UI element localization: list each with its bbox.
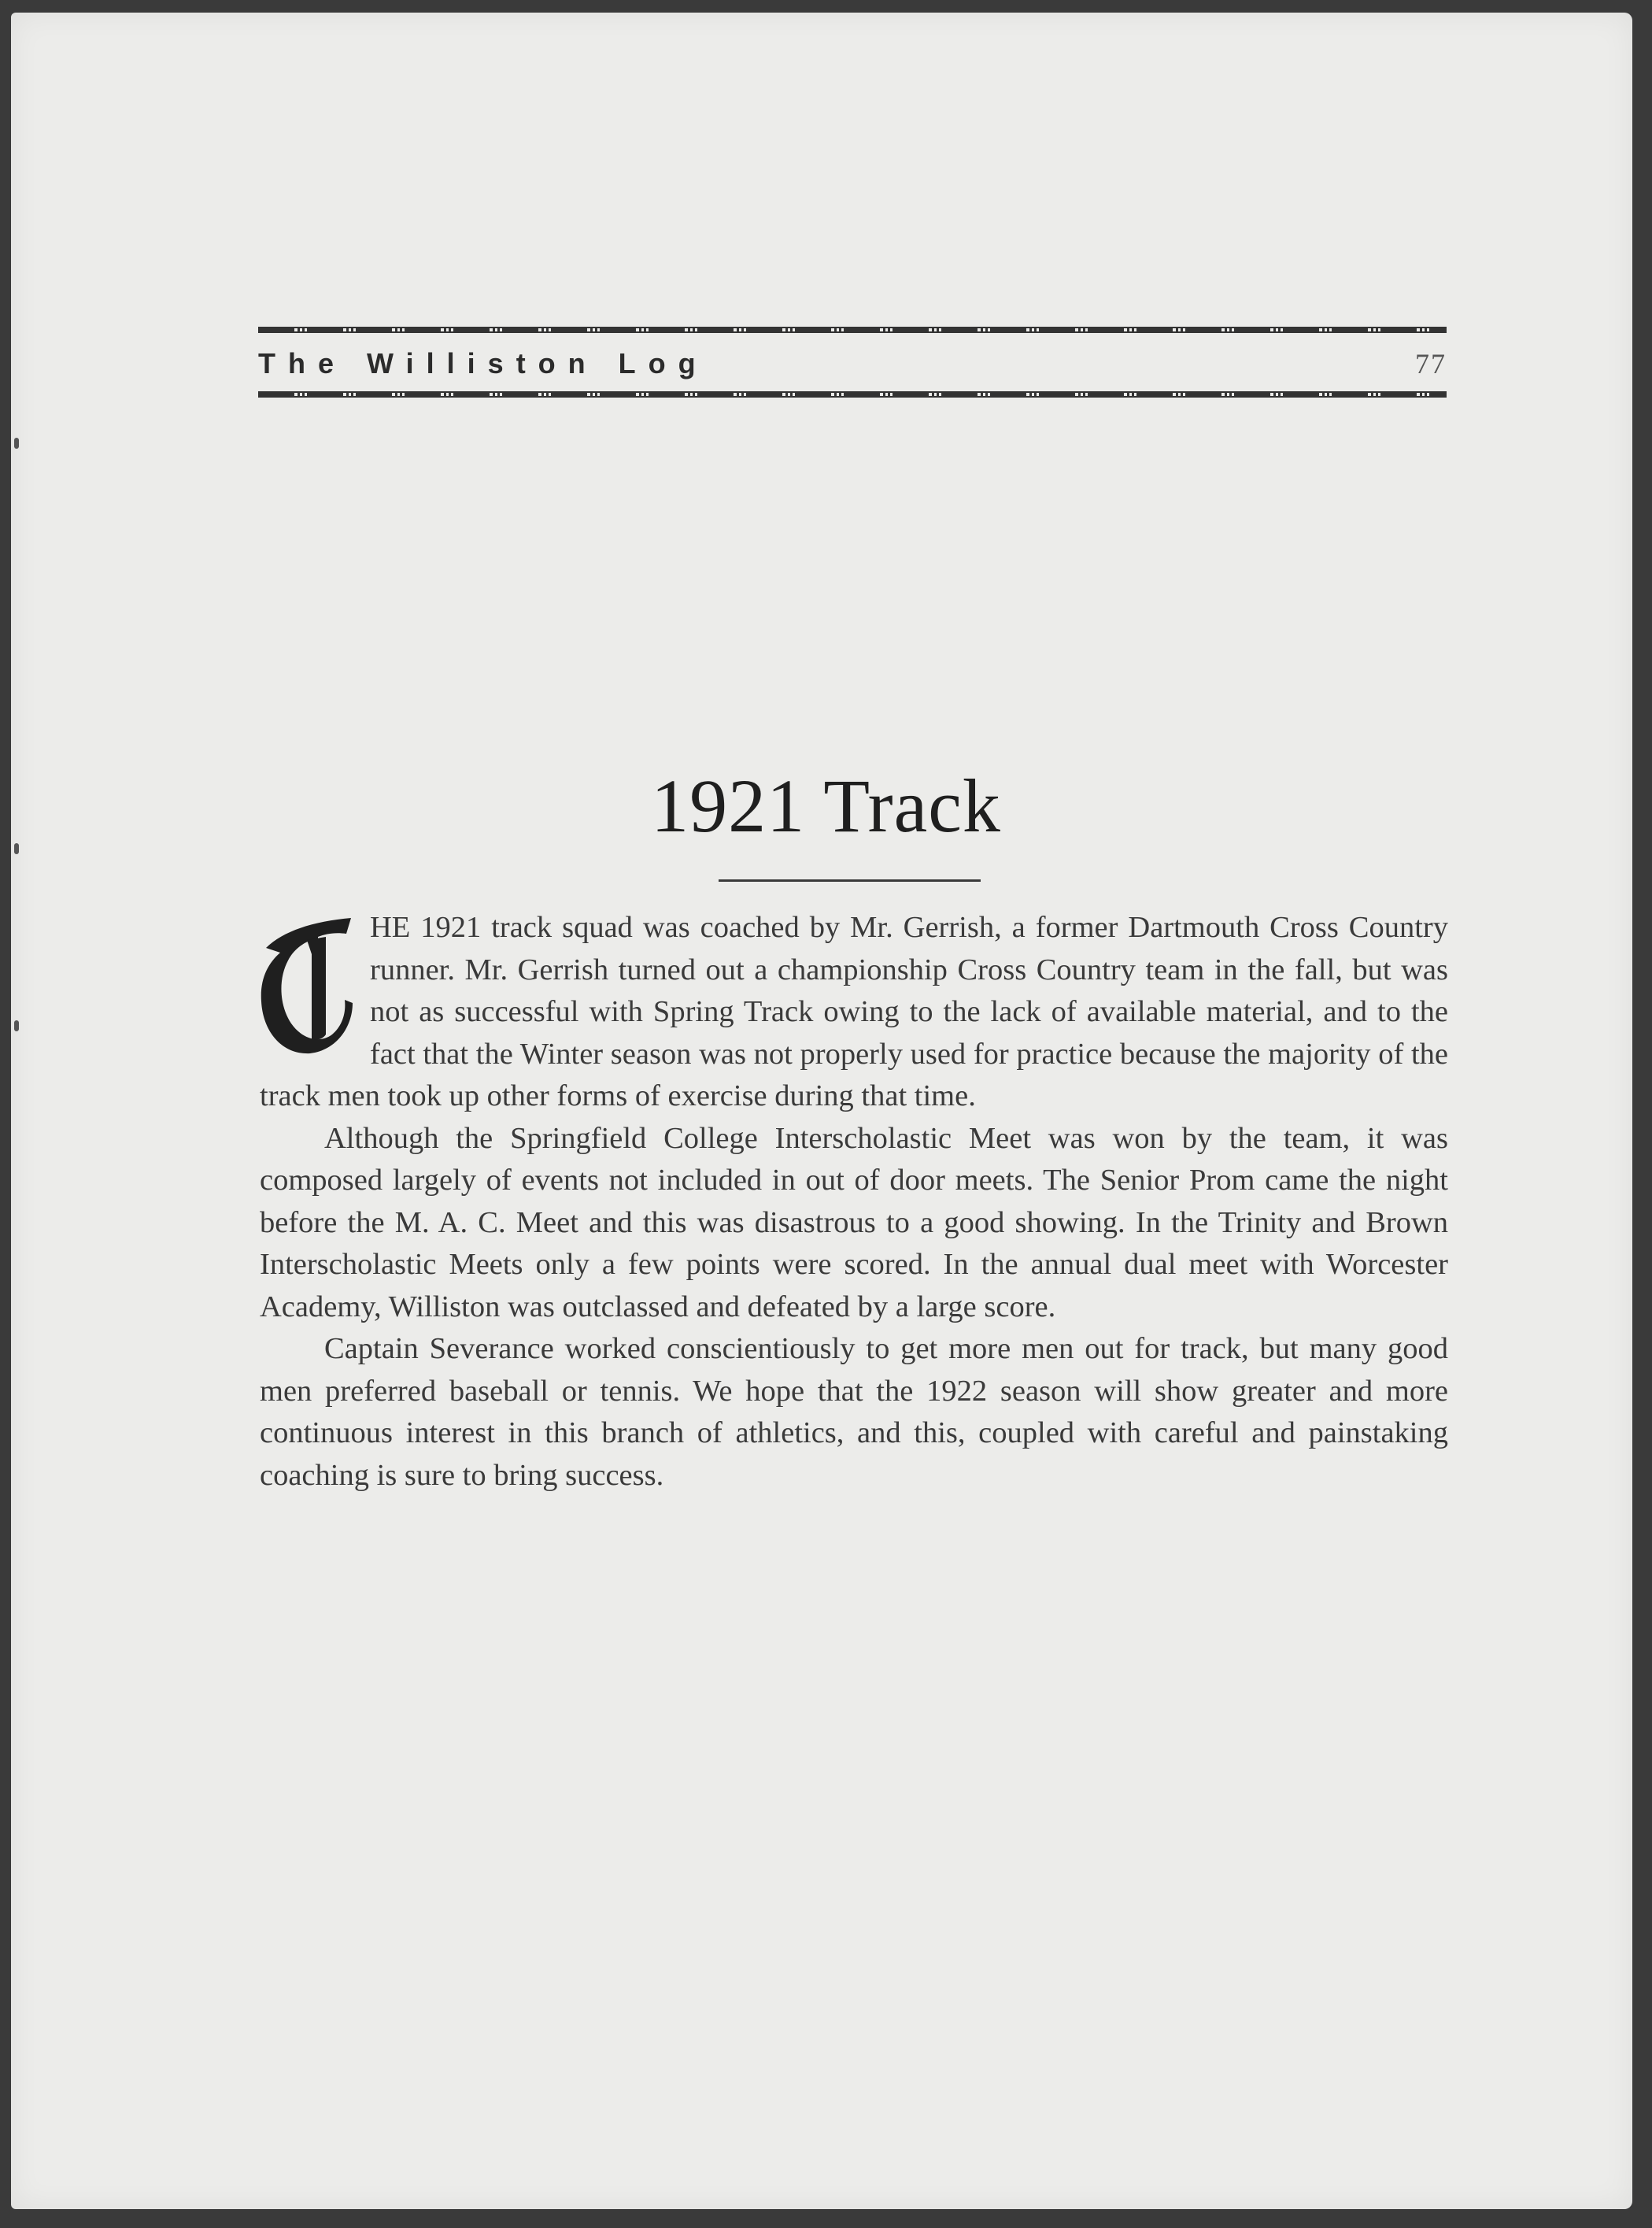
header-top-rule: [258, 327, 1447, 333]
paragraph: [260, 907, 1448, 1118]
blackletter-t-icon: [260, 916, 353, 1055]
paragraph-1-text: HE 1921 track squad was coached by Mr. Gerrish, a former Dartmouth Cross Country runner. Mr. Gerrish turned out a championship Cross Country team in the fall, but was not as successful with Spring Track owing to the lack of available material, and to the fact that the Winter season was not properly used for practice because the majority of the track men took up other forms of exercise during that time.: [260, 911, 1448, 1112]
header-bottom-rule: [258, 391, 1447, 398]
header-row: [258, 333, 1447, 391]
page-number: 77: [1415, 348, 1447, 379]
article-title: 1921 Track: [651, 764, 1001, 848]
drop-cap: [260, 916, 353, 1055]
page-header: [258, 327, 1447, 398]
paragraph: Although the Springfield College Interscholastic Meet was won by the team, it was composed largely of events not included in out of door meets. The Senior Prom came the night before the M. A. C. Meet and this was disastrous to a good showing. In the Trinity and Brown Interscholastic Meets only a few points were scored. In the annual dual meet with Worcester Academy, Williston was outclassed and defeated by a large score.: [260, 1121, 1448, 1323]
article-body: [260, 907, 1448, 1497]
binding-mark: [14, 1020, 19, 1031]
running-head: The Williston Log: [258, 347, 708, 379]
paragraph: Captain Severance worked conscientiously to get more men out for track, but many good men preferred baseball or tennis. We hope that the 1922 season will show greater and more continuous interest in this branch of athletics, and this, coupled with careful and painstaking coaching is sure to bring success.: [260, 1332, 1448, 1492]
title-underline: [719, 879, 981, 882]
binding-mark: [14, 438, 19, 449]
